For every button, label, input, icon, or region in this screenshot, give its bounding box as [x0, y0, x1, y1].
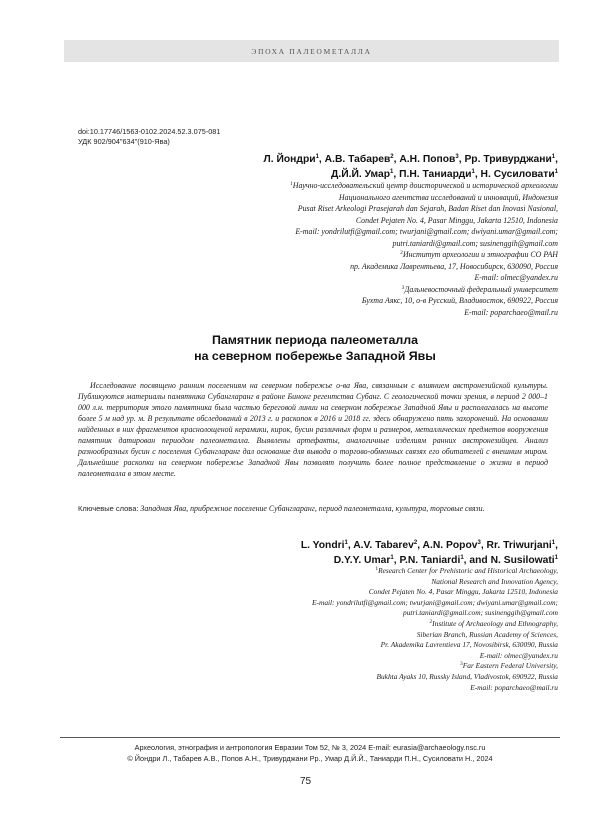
affiliation-mark: 3 [401, 284, 405, 291]
affiliation-line [290, 249, 558, 261]
affiliation-line [312, 598, 558, 609]
author-affiliation-mark: 3 [455, 154, 459, 160]
affiliation-text: E-mail: olmec@yandex.ru [479, 650, 558, 660]
authors-ru-line1 [264, 152, 558, 167]
affiliation-text: National Research and Innovation Agency, [431, 576, 558, 586]
author-separator: , [347, 540, 354, 551]
author-affiliation-mark: 1 [460, 555, 464, 561]
affiliation-text: E-mail: olmec@yandex.ru [474, 273, 558, 282]
author-affiliation-mark: 2 [390, 154, 394, 160]
author-name: Rr. Triwurjani [486, 540, 552, 551]
section-title: ЭПОХА ПАЛЕОМЕТАЛЛА [251, 46, 372, 56]
affiliations-ru [290, 180, 558, 318]
affiliation-line [312, 619, 558, 630]
author-name: Рр. Тривурджани [464, 154, 552, 165]
author-name: D.Y.Y. Umar [333, 555, 391, 566]
affiliation-line [290, 203, 558, 215]
affiliation-text: E-mail: yondrilutfi@gmail.com; twurjani@gmail.com; dwiyani.umar@gmail.com; [312, 597, 558, 607]
copyright: © Йондри Л., Табарев А.В., Попов А.Н., Тривурджани Рр., Умар Д.Й.Й., Таниарди П.Н., Сусиловати Н., 2024 [127, 754, 493, 763]
authors-en-line1 [301, 538, 558, 553]
affiliation-line [312, 661, 558, 672]
author-separator: , [458, 154, 465, 165]
affiliation-text: Pr. Akademika Lavrentieva 17, Novosibirsk, 630090, Russia [380, 640, 558, 650]
affiliation-text: Дальневосточный федеральный университет [404, 284, 558, 294]
affiliation-text: Национального агентства исследований и инноваций, Индонезия [338, 192, 558, 202]
author-name: Н. Сусиловати [480, 169, 555, 180]
page-number: 75 [299, 776, 312, 787]
affiliation-text: Институт археологии и этнографии СО РАН [402, 250, 558, 259]
affiliation-line [312, 608, 558, 619]
author-affiliation-mark: 1 [390, 555, 394, 561]
author-separator: , [393, 555, 400, 566]
affiliation-text: Bukhta Ayaks 10, Russky Island, Vladivostok, 690922, Russia [376, 671, 558, 681]
affiliation-text: E-mail: poparchaeo@mail.ru [470, 682, 558, 692]
affiliation-line [290, 261, 558, 273]
author-affiliation-mark: 3 [477, 540, 481, 546]
keywords-label: Ключевые слова: [78, 504, 139, 513]
affiliation-mark: 2 [429, 618, 433, 625]
affiliation-text: пр. Академика Лаврентьева, 17, Новосибирск, 630090, Россия [350, 261, 558, 271]
author-separator: , and [463, 555, 491, 566]
affiliation-text: Condet Pejaten No. 4, Pasar Minggu, Jakarta 12510, Indonesia [355, 215, 558, 225]
author-separator: , [393, 169, 400, 180]
author-name: A.N. Popov [422, 540, 478, 551]
affiliation-line [290, 226, 558, 238]
author-affiliation-mark: 1 [471, 169, 475, 175]
affiliation-line [290, 272, 558, 284]
author-name: Д.Й.Й. Умар [331, 169, 391, 180]
affiliation-text: Research Center for Prehistoric and Historical Archaeology, [378, 566, 558, 575]
affiliation-line [290, 180, 558, 192]
author-affiliation-mark: 1 [554, 169, 558, 175]
authors-ru [264, 152, 558, 182]
affiliation-line [312, 630, 558, 641]
author-separator: , [555, 540, 558, 551]
abstract: Исследование посвящено ранним поселениям на северном побережье о-ва Ява, связанным с влиянием австронезийской культуры. Публикуются материалы памятника Субангларанг в районе Бинонг регентства Субанг. С геологической точки зрения, в период 2 000–1 000 л.н. территория этого памятника была частью береговой линии на северном побережье Западной Явы и располагалась на высоте более 5 м над ур. м. В результате обследований в 2013 г. и раскопок в 2016 и 2018 гг. здесь обнаружено пять захоронений. На основании найденных в них фрагментов краснолощеной керамики, кирок, бусин различных форм и размеров, металлических предметов вооружения памятник датирован периодом палеометалла. Выявлены артефакты, аналогичные изделиям ранних австронезийцев. Анализ разнообразных бусин с поселения Субангларанг дал основание для вывода о торгово-обменных связях его обитателей с внешним миром. Дальнейшие раскопки на северном побережье Западной Явы позволят получить более полное представление о жизни в период палеометалла в этом месте. [78, 381, 548, 478]
title-line-1: Памятник периода палеометалла [211, 333, 419, 347]
affiliation-text: Institute of Archaeology and Ethnography, [432, 618, 558, 628]
affiliation-line [312, 640, 558, 651]
author-affiliation-mark: 1 [390, 169, 394, 175]
affiliation-mark: 2 [400, 250, 403, 256]
affiliation-mark: 3 [460, 661, 463, 668]
keywords [78, 504, 558, 513]
affiliation-line [312, 587, 558, 598]
title-line-2: на северном побережье Западной Явы [194, 349, 436, 363]
affiliation-text: Siberian Branch, Russian Academy of Sciences, [416, 629, 558, 639]
author-affiliation-mark: 1 [551, 540, 556, 546]
affiliation-text: Научно-исследовательский центр доисторической и исторической археологии [292, 181, 558, 190]
affiliation-text: Far Eastern Federal University, [462, 661, 558, 671]
author-name: L. Yondri [300, 540, 345, 551]
keywords-text: Западная Ява, прибрежное поселение Субангларанг, период палеометалла, культура, торговые связи. [138, 504, 485, 513]
affiliation-text: Pusat Riset Arkeologi Prasejarah dan Sejarah, Badan Riset dan Inovasi Nasional, [297, 204, 558, 213]
affiliation-line [312, 566, 558, 577]
affiliations-en [312, 566, 558, 693]
affiliation-line [312, 672, 558, 683]
journal-info: Археология, этнография и антропология Евразии Том 52, № 3, 2024 E-mail: eurasia@archaeology.nsc.ru [134, 743, 486, 752]
author-affiliation-mark: 1 [344, 540, 348, 546]
affiliation-text: E-mail: poparchaeo@mail.ru [464, 307, 558, 317]
author-name: А.В. Табарев [324, 154, 391, 165]
section-header-band [64, 40, 559, 62]
affiliation-line [312, 683, 558, 694]
affiliation-text: Condet Pejaten No. 4, Pasar Minggu, Jakarta 12510, Indonesia [368, 587, 558, 597]
affiliation-line [312, 651, 558, 662]
author-affiliation-mark: 1 [554, 555, 558, 561]
author-name: N. Susilowati [490, 555, 555, 566]
author-name: П.Н. Таниарди [399, 169, 472, 180]
affiliation-line [312, 577, 558, 588]
affiliation-line [290, 284, 558, 296]
affiliation-line [290, 238, 558, 250]
affiliation-text: putri.taniardi@gmail.com; susinenggih@gmail.com [392, 238, 558, 248]
author-separator: , [417, 540, 423, 551]
author-affiliation-mark: 2 [413, 540, 418, 546]
author-separator: , [555, 154, 558, 165]
affiliation-mark: 1 [290, 181, 293, 187]
affiliation-line [290, 307, 558, 319]
article-title [80, 332, 550, 364]
author-name: А.Н. Попов [399, 154, 456, 165]
footer-divider [60, 737, 560, 738]
udk: УДК 902/904"634"(910-Ява) [78, 137, 170, 146]
author-affiliation-mark: 1 [315, 154, 319, 160]
affiliation-text: putri.taniardi@gmail.com; susinenggih@gmail.com [403, 608, 558, 618]
affiliation-line [290, 192, 558, 204]
author-separator: , [480, 540, 487, 551]
authors-en [301, 538, 558, 568]
author-name: P.N. Taniardi [399, 555, 461, 566]
author-separator: , [318, 154, 325, 165]
affiliation-mark: 1 [375, 566, 379, 572]
author-separator: , [474, 169, 481, 180]
affiliation-text: E-mail: yondrilutfi@gmail.com; twurjani@gmail.com; dwiyani.umar@gmail.com; [295, 227, 558, 236]
author-separator: , [393, 154, 400, 165]
affiliation-text: Бухта Аякс, 10, о-в Русский, Владивосток, 690922, Россия [361, 296, 558, 305]
author-affiliation-mark: 1 [551, 154, 556, 160]
doi: doi:10.17746/1563-0102.2024.52.3.075-081 [78, 127, 221, 136]
author-name: Л. Йондри [263, 154, 316, 165]
affiliation-line [290, 295, 558, 307]
author-name: A.V. Tabarev [353, 540, 414, 551]
affiliation-line [290, 215, 558, 227]
